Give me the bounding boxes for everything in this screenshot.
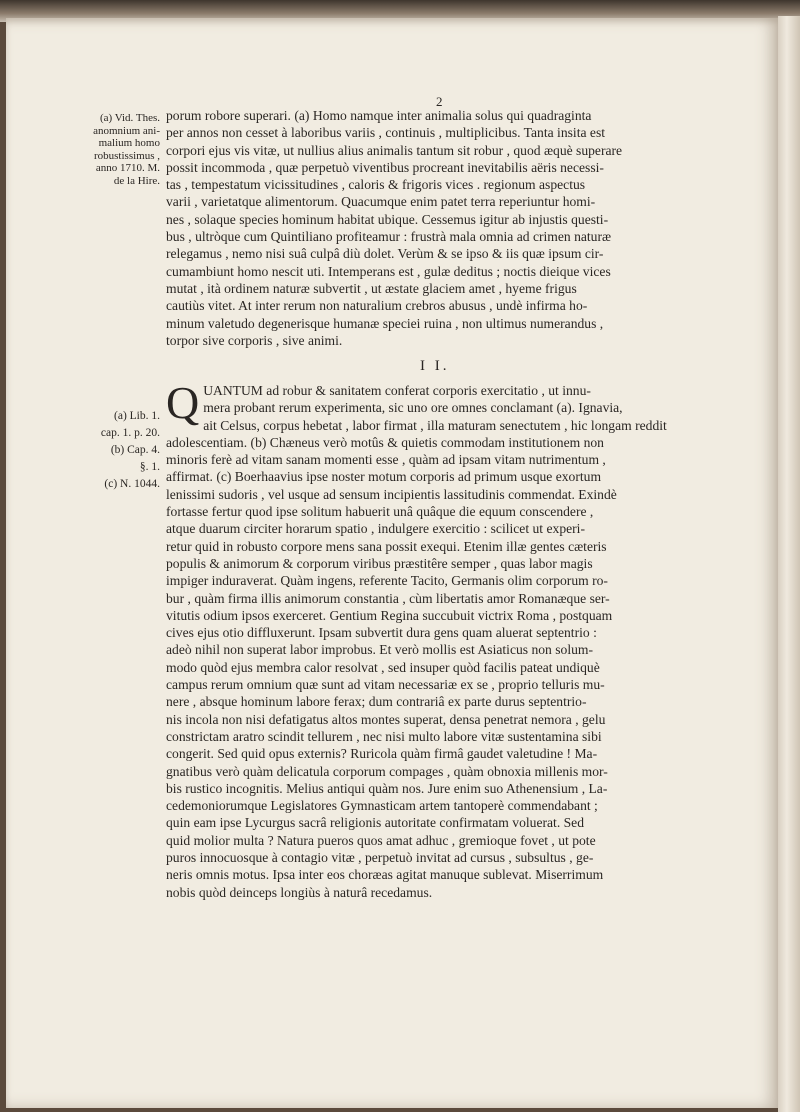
text-line: cives ejus otio diffluxerunt. Ipsam subvertit dura gens quam aluerat septentrio : xyxy=(166,625,597,641)
text-line: impiger induraverat. Quàm ingens, referente Tacito, Germanis olim corporum ro- xyxy=(166,573,608,589)
margin-note-line: cap. 1. p. 20. xyxy=(100,427,160,439)
margin-note-line: (b) Cap. 4. xyxy=(110,444,160,456)
text-line: vitutis odium ipsos exerceret. Gentium Regina succubuit victrix Roma , postquam xyxy=(166,607,613,623)
text-line: fortasse fertur quod ipse solitum habuerit unâ quâque die equum conscendere , xyxy=(166,504,594,520)
text-line: bur , quàm firma illis animorum constantia , cùm libertatis amor Romanæque ser- xyxy=(166,590,610,606)
text-line: cedemoniorumque Legislatores Gymnasticam artem tantoperè commendabant ; xyxy=(166,798,598,814)
text-line: adeò nihil non superat labor improbus. Et verò mollis est Asiaticus non solum- xyxy=(166,642,594,658)
text-line: puros innocuosque à contagio vitæ , perpetuò invitat ad cursus , subsultus , ge- xyxy=(166,850,594,866)
text-line: populis & animorum & corporum viribus præstitêre semper , quas labor magis xyxy=(166,555,593,571)
text-line: UANTUM ad robur & sanitatem conferat corporis exercitatio , ut innu- xyxy=(203,383,591,398)
text-line: retur quid in robusto corpore mens sana possit exequi. Etenim illæ gentes cæteris xyxy=(166,538,607,554)
text-line: constrictam aratro scindit tellurem , nec nisi multo labore vitæ sustentamina sibi xyxy=(166,728,602,744)
text-line: affirmat. (c) Boerhaavius ipse noster motum corporis ad primum usque exortum xyxy=(166,469,602,485)
text-line: lenissimi sudoris , vel usque ad sensum incipientis lassitudinis commendat. Exindè xyxy=(166,486,617,502)
page-number: 2 xyxy=(436,94,443,109)
margin-note-line: robustissimus , xyxy=(93,149,160,162)
text-line: bis rustico incognitis. Melius antiqui quàm nos. Jure enim suo Athenensium , La- xyxy=(166,780,608,796)
text-line: minum valetudo degenerisque humanæ speciei ruina , non ultimus numerandus , xyxy=(166,315,604,331)
text-line: torpor sive corporis , sive animi. xyxy=(166,332,343,348)
text-line: neris omnis motus. Ipsa inter eos choræas agitat manuque sublevat. Miserrimum xyxy=(166,867,604,883)
text-line: congerit. Sed quid opus externis? Ruricola quàm firmâ gaudet valetudine ! Ma- xyxy=(166,746,598,762)
drop-cap: Q xyxy=(166,377,200,428)
text-line: nobis quòd deinceps longiùs à naturâ recedamus. xyxy=(166,884,433,900)
text-line: cumambiunt homo nescit uti. Intemperans est , gulæ deditus ; noctis dieique vices xyxy=(166,263,611,279)
margin-note-line: (c) N. 1044. xyxy=(104,478,160,490)
text-line: campus rerum omnium quæ sunt ad vitam necessariæ ex se , proprio telluris mu- xyxy=(166,677,605,693)
text-line: minoris ferè ad vitam sanam momenti esse , quàm ad ipsam vitam nutrimentum , xyxy=(166,452,606,468)
paragraph-section-two xyxy=(166,377,708,901)
margin-note-line: de la Hire. xyxy=(113,174,160,187)
text-line: relegamus , nemo nisi suâ culpâ diù dolet. Verùm & se ipso & iis quæ ipsum cir- xyxy=(166,246,604,262)
margin-note-line: anno 1710. M. xyxy=(95,162,160,175)
text-line: adolescentiam. (b) Chæneus verò motûs & quietis commodam institutionem non xyxy=(166,434,604,450)
text-line: nere , absque hominum labore ferax; dum contrariâ ex parte durus septentrio- xyxy=(166,694,587,710)
text-line: mera probant rerum experimenta, sic uno ore omnes conclamant (a). Ignavia, xyxy=(203,400,623,416)
margin-note-top xyxy=(62,112,160,188)
text-line: nes , solaque species hominum habitat ubique. Cessemus igitur ab injustis questi- xyxy=(166,211,609,227)
text-line: mutat , ità ordinem naturæ subvertit , ut æstate glaciem amet , hyeme frigus xyxy=(166,280,577,296)
text-line: ait Celsus, corpus hebetat , labor firmat , illa maturam senectutem , hic longam reddit xyxy=(203,417,667,433)
text-line: quid molior multa ? Natura pueros quos amat adhuc , gremioque fovet , ut pote xyxy=(166,832,596,848)
margin-note-line: §. 1. xyxy=(139,461,160,473)
margin-note-line: (a) Vid. Thes. xyxy=(99,112,160,124)
margin-notes-section xyxy=(72,408,160,493)
section-number: I I. xyxy=(420,358,450,374)
book-spine-edge xyxy=(778,16,800,1112)
text-line: bus , ultròque cum Quintiliano profiteamur : frustrà mala omnia ad crimen naturæ xyxy=(166,229,612,245)
text-line: tas , tempestatum vicissitudines , caloris & frigoris vices . regionum aspectus xyxy=(166,177,586,193)
text-line: varii , varietatque alimentorum. Quacumque enim patet terra reperiuntur homi- xyxy=(166,194,596,210)
text-line: atque duarum circiter horarum spatio , indulgere exercitio : scilicet ut experi- xyxy=(166,521,585,537)
text-line: porum robore superari. (a) Homo namque inter animalia solus qui quadraginta xyxy=(166,108,592,123)
text-line: possit incommoda , quæ perpetuò viventibus procreant inevitabilis aëris necessi- xyxy=(166,159,604,175)
text-line: gnatibus verò quàm delicatula corporum compages , quàm obnoxia millenis mor- xyxy=(166,763,608,779)
text-line: quin eam ipse Lycurgus sacrâ religionis autoritate confirmatam voluerat. Sed xyxy=(166,815,585,831)
margin-note-line: malium homo xyxy=(98,137,160,150)
margin-note-line: (a) Lib. 1. xyxy=(114,410,160,422)
paragraph-continuation xyxy=(166,107,708,349)
margin-note-line: anomnium ani- xyxy=(93,124,160,137)
text-line: cautiùs vitet. At inter rerum non naturalium crebros abusus , undè infirma ho- xyxy=(166,298,588,314)
text-line: corpori ejus vis vitæ, ut nullius alius animalis tantum sit robur , quod æquè superare xyxy=(166,142,623,158)
text-line: nis incola non nisi defatigatus altos montes superat, densa penetrat nemora , gelu xyxy=(166,711,606,727)
text-line: per annos non cesset à laboribus variis , continuis , multiplicibus. Tanta insita est xyxy=(166,125,606,141)
text-line: modo quòd ejus membra calor resolvat , sed insuper quòd facilis pateat undiquè xyxy=(166,659,600,675)
